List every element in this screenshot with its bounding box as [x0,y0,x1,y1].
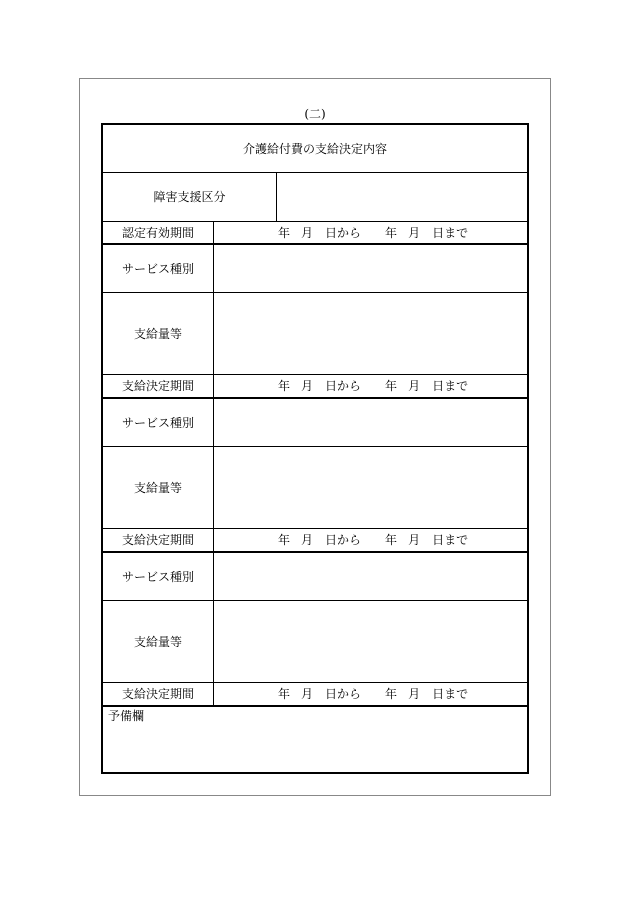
divider [213,245,214,397]
month-label: 月 [408,379,421,393]
decision-period-row [103,529,527,551]
from-label: 日から [325,379,362,393]
benefit-decision-form [101,123,529,774]
service-type-label: サービス種別 [121,415,194,430]
benefit-amount-field[interactable] [214,293,527,374]
benefit-amount-field[interactable] [214,601,527,682]
service-type-field[interactable] [214,245,527,292]
service-type-field[interactable] [214,553,527,600]
divider [213,222,214,243]
month-label: 月 [408,533,421,547]
certification-period-field[interactable] [214,222,527,243]
decision-period-label: 支給決定期間 [121,533,194,547]
remarks-row[interactable] [103,707,527,772]
until-label: 日まで [432,225,469,240]
year-label: 年 [278,225,291,240]
divider [213,553,214,705]
service-type-row [103,399,527,446]
decision-period-field[interactable] [214,529,527,551]
year-label: 年 [278,379,291,393]
from-label: 日から [325,533,362,547]
page-number: (二) [304,107,326,121]
year-label: 年 [385,687,398,701]
month-label: 月 [301,533,314,547]
disability-support-class-row [103,173,527,221]
service-type-field[interactable] [214,399,527,446]
benefit-amount-label: 支給量等 [133,634,182,649]
service-type-label: サービス種別 [121,261,194,276]
benefit-amount-row [103,293,527,374]
certification-period-row [103,222,527,243]
disability-support-class-field[interactable] [277,173,527,221]
decision-period-label: 支給決定期間 [121,379,194,393]
year-label: 年 [278,687,291,701]
form-title: 介護給付費の支給決定内容 [242,141,387,156]
benefit-amount-row [103,601,527,682]
benefit-amount-row [103,447,527,528]
until-label: 日まで [432,533,469,547]
benefit-amount-label: 支給量等 [133,480,182,495]
month-label: 月 [301,379,314,393]
until-label: 日まで [432,687,469,701]
service-type-row [103,553,527,600]
decision-period-field[interactable] [214,375,527,397]
benefit-amount-field[interactable] [214,447,527,528]
from-label: 日から [325,225,362,240]
month-label: 月 [301,687,314,701]
divider [213,399,214,551]
certification-period-label: 認定有効期間 [121,225,194,240]
disability-support-class-label: 障害支援区分 [153,190,226,204]
until-label: 日まで [432,379,469,393]
month-label: 月 [408,225,421,240]
decision-period-label: 支給決定期間 [121,687,194,701]
year-label: 年 [385,225,398,240]
decision-period-row [103,683,527,705]
decision-period-field[interactable] [214,683,527,705]
from-label: 日から [325,687,362,701]
month-label: 月 [408,687,421,701]
divider [276,173,277,221]
remarks-label: 予備欄 [108,709,145,723]
decision-period-row [103,375,527,397]
form-title-row [103,125,527,172]
benefit-amount-label: 支給量等 [133,326,182,341]
year-label: 年 [385,533,398,547]
service-type-label: サービス種別 [121,569,194,584]
service-type-row [103,245,527,292]
year-label: 年 [385,379,398,393]
year-label: 年 [278,533,291,547]
month-label: 月 [301,225,314,240]
